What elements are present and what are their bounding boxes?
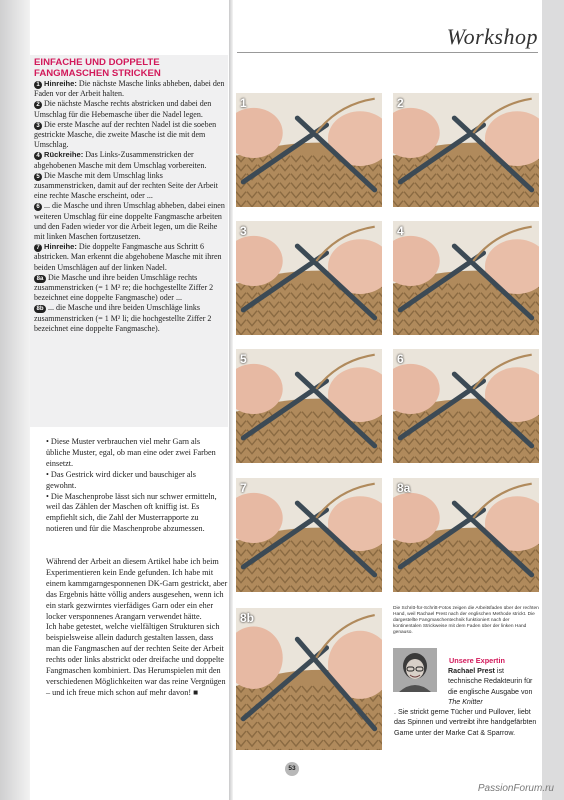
step-number-icon: 2 (34, 101, 42, 109)
step-number-icon: 4 (34, 152, 42, 160)
step-text: Das Links-Zusammenstricken der abgehobenen Masche mit dem Umschlag vorbereiten. (34, 150, 207, 170)
instruction-box (34, 58, 226, 334)
photo-label: 1 (240, 96, 247, 110)
expert-box (393, 648, 539, 752)
photo-label: 3 (240, 224, 247, 238)
knitting-illustration (393, 221, 539, 335)
instruction-step (34, 79, 226, 99)
watermark: PassionForum.ru (477, 783, 554, 794)
step-text: Die nächste Masche links abheben, dabei den Faden vor der Arbeit halten. (34, 79, 225, 99)
step-text: Die doppelte Fangmasche aus Schritt 6 abstricken. Man erkennt die abgehobene Masche mit ihren beiden Umschlägen auf der linken Nadel. (34, 242, 222, 272)
step-text: ... die Masche und ihre beiden Umschläge links zusammenstricken (= 1 M² li; die hochgestellte Ziffer 2 bezeichnet eine doppelte Fangmasche). (34, 303, 212, 333)
instruction-step (34, 303, 226, 334)
step-number-icon: 1 (34, 81, 42, 89)
step-number-icon: 5 (34, 173, 42, 181)
body-text (46, 557, 228, 699)
step-keyword: Hinreihe: (44, 242, 77, 252)
page-number: 53 (285, 762, 299, 776)
knitting-illustration (236, 478, 382, 592)
header-rule (237, 52, 538, 53)
step-number-icon: 8a (34, 275, 46, 283)
instruction-step (34, 150, 226, 170)
instruction-step (34, 201, 226, 242)
step-photo-8a (393, 478, 539, 592)
knitting-illustration (236, 349, 382, 463)
photo-label: 7 (240, 481, 247, 495)
knitting-illustration (393, 349, 539, 463)
expert-heading: Unsere Expertin (449, 656, 505, 665)
step-text: Die Masche mit dem Umschlag links zusammenstricken, damit auf der rechten Seite der Arbeit eine rechte Masche erscheint, oder ... (34, 170, 218, 201)
photo-label: 4 (397, 224, 404, 238)
step-photo-2 (393, 93, 539, 207)
body-paragraph: Während der Arbeit an diesem Artikel habe ich beim Experimentieren kein Ende gefunden. Ich habe mit einem kammgarngesponnenen DK-Garn gestrickt, aber das Ergebnis hätte völlig anders ausgesehen, wenn ich ein stark gezwirntes vierfädiges Garn oder ein eher locker versponnenes Arangarn verwendet hätte. (46, 557, 228, 621)
expert-bio-part2: . Sie strickt gerne Tücher und Pullover, liebt das Spinnen und vertreibt ihre handgefärbten Game unter der Marke Cat & Sparrow. (394, 708, 537, 737)
knitting-illustration (393, 93, 539, 207)
step-number-icon: 7 (34, 244, 42, 252)
photo-label: 2 (397, 96, 404, 110)
step-photo-6 (393, 349, 539, 463)
step-photo-7 (236, 478, 382, 592)
step-photo-5 (236, 349, 382, 463)
knitting-illustration (393, 478, 539, 592)
step-text: Die Masche und ihre beiden Umschläge rechts zusammenstricken (= 1 M² re; die hochgestellte Ziffer 2 bezeichnet eine doppelte Fangmasche) oder ... (34, 272, 214, 303)
step-number-icon: 3 (34, 122, 42, 130)
magazine-name: The Knitter (448, 697, 483, 706)
instruction-step (34, 120, 226, 151)
knitting-illustration (236, 608, 382, 750)
expert-name: Rachael Prest (448, 667, 495, 675)
knitting-illustration (236, 93, 382, 207)
step-number-icon: 8b (34, 305, 46, 313)
instruction-step (34, 242, 226, 273)
instruction-title-line2: FANGMASCHEN STRICKEN (34, 67, 161, 79)
instruction-step (34, 99, 226, 119)
step-photo-4 (393, 221, 539, 335)
step-photo-3 (236, 221, 382, 335)
instruction-steps (34, 79, 226, 334)
photo-caption: Die Schritt-für-Schritt-Fotos zeigen die Arbeitsfaden über der rechten Hand, weil Rachael Prest nach der englischen Methode strickt. Die dargestellte Fangmaschentechnik funktioniert nach der kontinentalen Strickweise mit dem Faden über der linken Hand genauso. (393, 606, 539, 635)
instruction-title (34, 58, 226, 79)
expert-bio (394, 666, 538, 738)
knitting-illustration (236, 221, 382, 335)
photo-label: 8a (397, 481, 411, 495)
step-text: Die nächste Masche rechts abstricken und dabei den Umschlag für die Hebemasche über die Nadel legen. (34, 99, 212, 119)
instruction-step (34, 171, 226, 202)
photo-label: 5 (240, 352, 247, 366)
step-text: Die erste Masche auf der rechten Nadel ist die soeben gestrickte Masche, die zweite Masche ist die mit dem Umschlag. (34, 119, 217, 150)
bullet-list (46, 437, 226, 535)
photo-label: 8b (240, 611, 255, 625)
photo-label: 6 (397, 352, 404, 366)
expert-bio-part1: ist technische Redakteurin für die englische Ausgabe von (448, 667, 533, 696)
body-paragraph: Ich habe getestet, welche vielfältigen Strukturen sich beispielsweise allein dadurch gestalten lassen, dass man die Fangmaschen auf der rechten Seite der Arbeit rechts oder links abstrickt oder dreifache und doppelte Fangmaschen kombiniert. Das Herumspielen mit den verschiedenen Möglichkeiten war das reine Vergnügen – und ich freue mich schon auf mehr davon! ■ (46, 622, 226, 697)
bullet-item: • Die Maschenprobe lässt sich nur schwer ermitteln, weil das Zählen der Maschen oft kniffig ist. Es empfiehlt sich, die Zahl der Musterrapporte zu notieren und für die Maschenprobe abzumessen. (46, 491, 217, 534)
instruction-step (34, 273, 226, 304)
instruction-title-line1: EINFACHE UND DOPPELTE (34, 57, 160, 68)
section-title: Workshop (446, 24, 538, 49)
bullet-item: • Das Gestrick wird dicker und bauschiger als gewohnt. (46, 469, 196, 490)
step-photo-1 (236, 93, 382, 207)
step-keyword: Hinreihe: (44, 79, 77, 88)
page-shadow (0, 0, 30, 800)
step-photo-8b (236, 608, 382, 750)
step-keyword: Rückreihe: (44, 150, 84, 160)
page-edge (542, 0, 564, 800)
bullet-item: • Diese Muster verbrauchen viel mehr Garn als übliche Muster, egal, ob man eine oder zwei Farben einsetzt. (46, 437, 216, 468)
step-text: ... die Masche und ihren Umschlag abheben, dabei einen weiteren Umschlag für eine doppelte Fangmasche arbeiten und den Faden wieder vor die Arbeit legen, um die Reihe mit linken Maschen fortzusetzen. (34, 201, 225, 242)
step-number-icon: 6 (34, 203, 42, 211)
book-gutter (229, 0, 233, 800)
